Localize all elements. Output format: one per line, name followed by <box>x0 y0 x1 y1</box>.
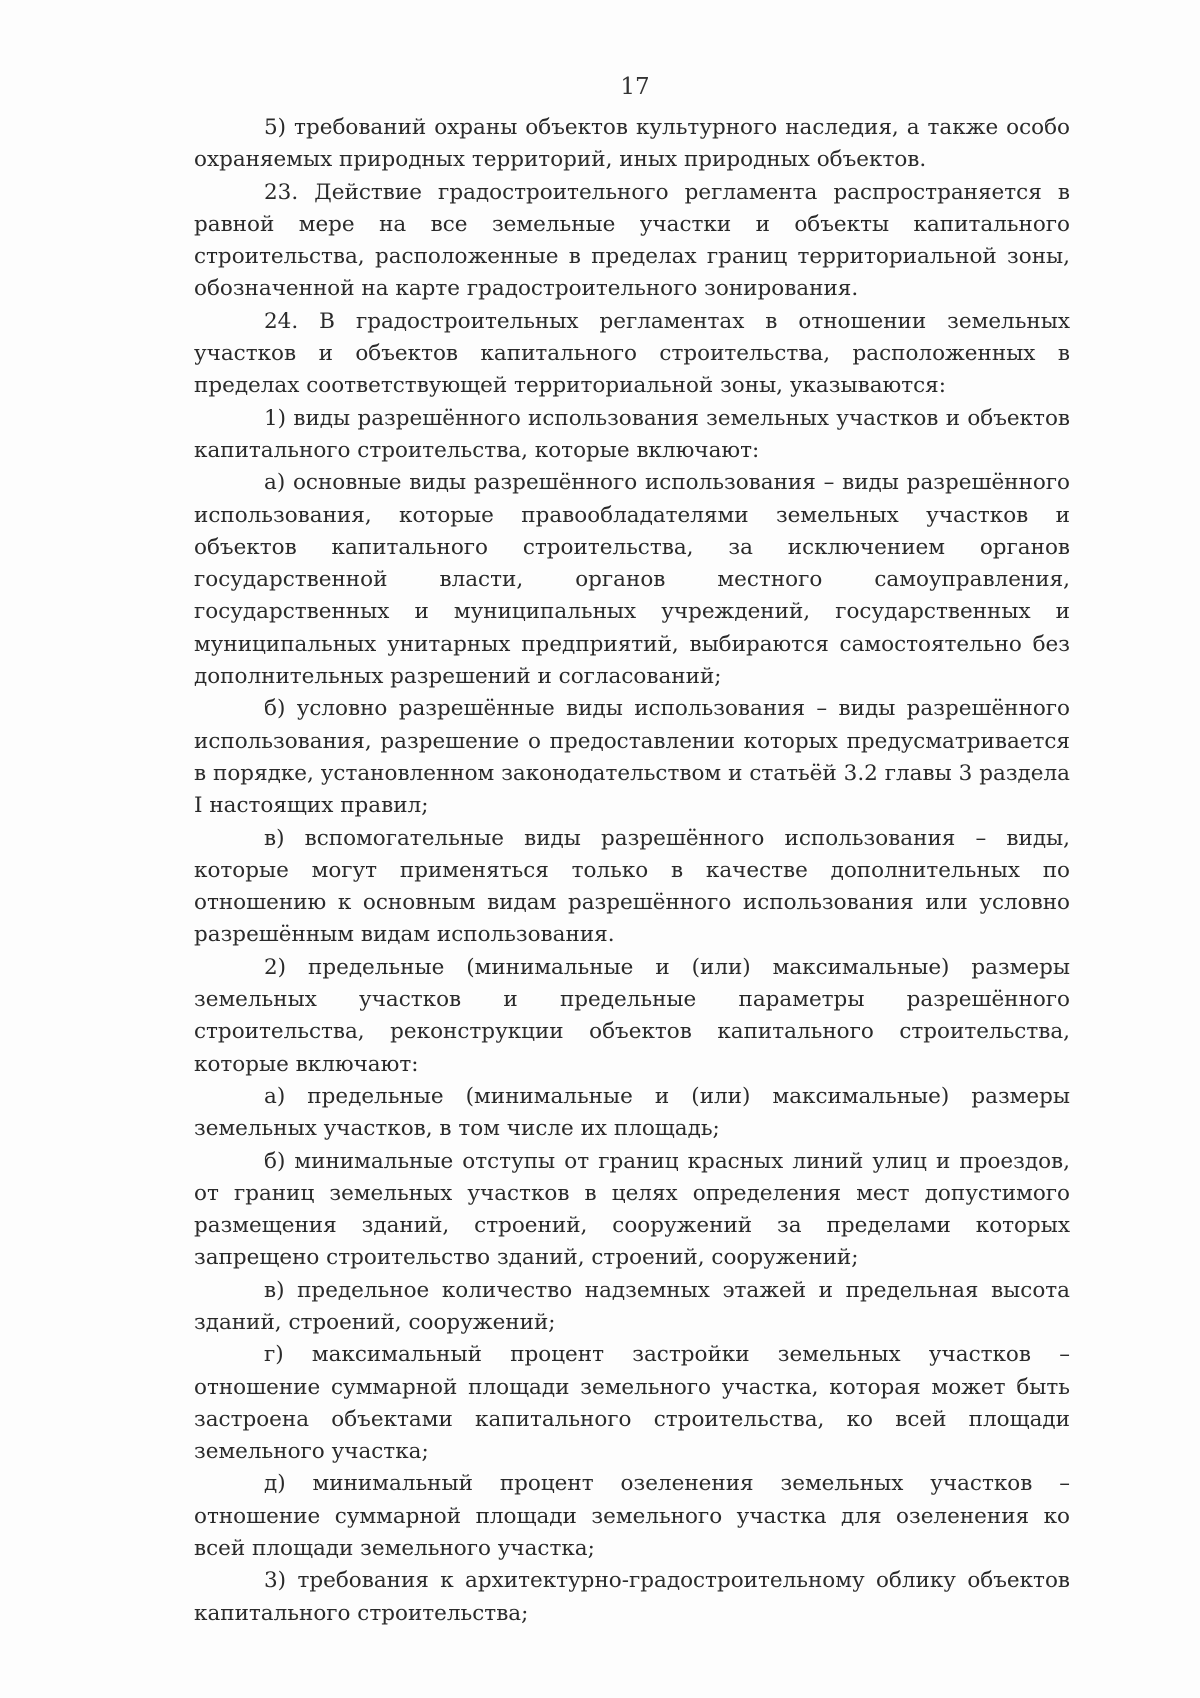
paragraph-24-item-1a: а) основные виды разрешённого использования – виды разрешённого использования, которые правообладателями земельных участков и объектов капитального строительства, за исключением органов государственной власти, органов местного самоуправления, государственных и муниципальных учреждений, государственных и муниципальных унитарных предприятий, выбираются самостоятельно без дополнительных разрешений и согласований; <box>194 470 1070 690</box>
paragraph-24-item-3: 3) требования к архитектурно-градостроительному облику объектов капитального строительства; <box>194 1568 1070 1626</box>
paragraph-item-5-cultural-heritage: 5) требований охраны объектов культурного наследия, а также особо охраняемых природных территорий, иных природных объектов. <box>194 115 1070 173</box>
paragraph-24-item-1v: в) вспомогательные виды разрешённого использования – виды, которые могут применяться только в качестве дополнительных по отношению к основным видам разрешённого использования или условно разрешённым видам использования. <box>194 825 1070 948</box>
paragraph-24-item-2v: в) предельное количество надземных этажей и предельная высота зданий, строений, сооружений; <box>194 1277 1070 1335</box>
document-body <box>194 112 1070 1630</box>
paragraph-24-item-2d: д) минимальный процент озеленения земельных участков – отношение суммарной площади земельного участка для озеленения ко всей площади земельного участка; <box>194 1471 1070 1562</box>
paragraph-24-item-2b: б) минимальные отступы от границ красных линий улиц и проездов, от границ земельных участков в целях определения мест допустимого размещения зданий, строений, сооружений за пределами которых запрещено строительство зданий, строений, сооружений; <box>194 1148 1070 1271</box>
paragraph-24-item-2g: г) максимальный процент застройки земельных участков – отношение суммарной площади земельного участка, которая может быть застроена объектами капитального строительства, ко всей площади земельного участка; <box>194 1342 1070 1465</box>
paragraph-23: 23. Действие градостроительного регламента распространяется в равной мере на все земельные участки и объекты капитального строительства, расположенные в пределах границ территориальной зоны, обозначенной на карте градостроительного зонирования. <box>194 179 1070 302</box>
paragraph-24: 24. В градостроительных регламентах в отношении земельных участков и объектов капитального строительства, расположенных в пределах соответствующей территориальной зоны, указываются: <box>194 308 1070 399</box>
paragraph-24-item-2: 2) предельные (минимальные и (или) максимальные) размеры земельных участков и предельные параметры разрешённого строительства, реконструкции объектов капитального строительства, которые включают: <box>194 954 1070 1077</box>
paragraph-24-item-2a: а) предельные (минимальные и (или) максимальные) размеры земельных участков, в том числе их площадь; <box>194 1083 1070 1142</box>
paragraph-24-item-1: 1) виды разрешённого использования земельных участков и объектов капитального строительства, которые включают: <box>194 405 1070 463</box>
page-number: 17 <box>620 74 650 100</box>
paragraph-24-item-1b: б) условно разрешённые виды использования – виды разрешённого использования, разрешение о предоставлении которых предусматривается в порядке, установленном законодательством и статьёй 3.2 главы 3 раздела I настоящих правил; <box>194 696 1070 819</box>
